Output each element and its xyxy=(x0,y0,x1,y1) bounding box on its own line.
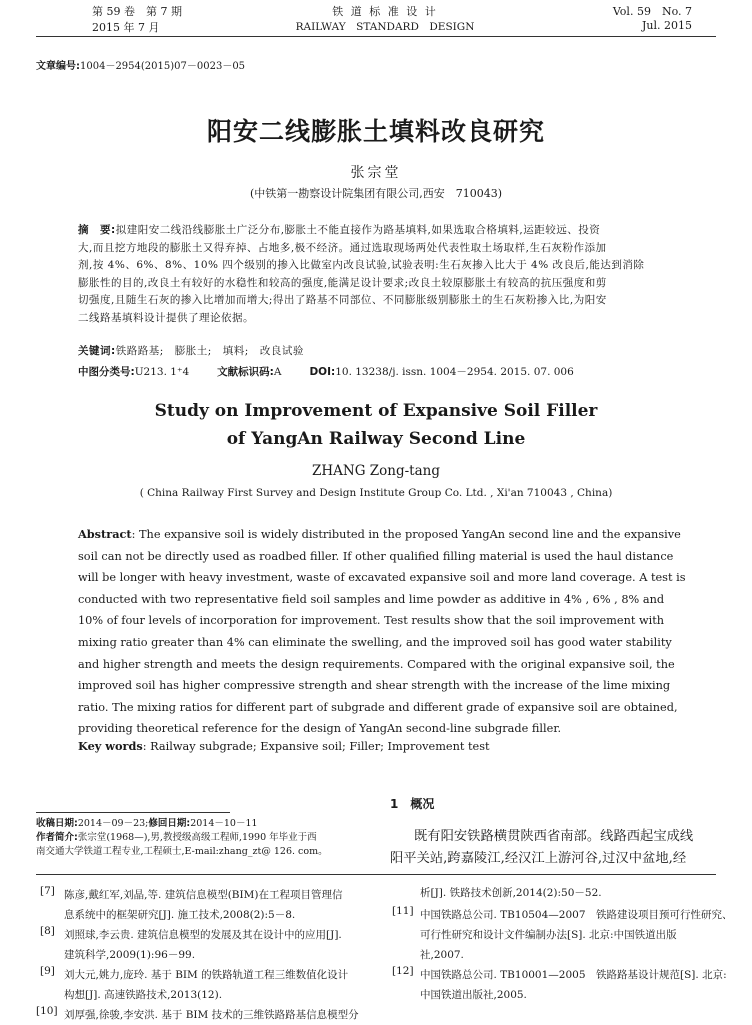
keywords-en-value: : Railway subgrade; Expansive soil; Filler; Improvement test xyxy=(142,740,490,753)
abstract-en-line-9: ratio. The mixing ratios for different part of subgrade and different grade of expansive soil are obtained, xyxy=(78,700,678,714)
abstract-en-line-6: mixing ratio greater than 4% can eliminate the swelling, and the improved soil has good water stability xyxy=(78,635,672,649)
ref-12: 中国铁路总公司. TB10001—2005 铁路路基设计规范[S]. 北京: 中国铁道出版社,2005. xyxy=(420,969,727,1001)
affiliation-cn: (中铁第一勘察设计院集团有限公司,西安 710043) xyxy=(249,187,503,200)
header-volume: 第 59 卷 第 7 期 xyxy=(92,5,182,18)
title-en-line-2: of YangAn Railway Second Line xyxy=(226,429,526,449)
ref-11-number: [11] xyxy=(392,905,414,917)
keywords-en-label: Key words xyxy=(78,739,143,753)
references-rule xyxy=(36,874,716,875)
footnote xyxy=(36,817,328,859)
doi-value: 10. 13238/j. issn. 1004－2954. 2015. 07. 006 xyxy=(335,366,574,378)
footnote-author-bio-cont: 南交通大学铁道工程专业,工程硕士,E-mail:zhang_zt@ 126. com。 xyxy=(36,846,328,857)
abstract-cn-line-4: 膨胀性的目的,改良土有较好的水稳性和较高的强度,能满足设计要求;改良土较原膨胀土有较高的抗压强度和剪 xyxy=(78,276,607,289)
abstract-en-line-2: soil can not be directly used as roadbed filler. If other qualified filling material is used the haul distance xyxy=(78,549,674,563)
abstract-en-line-7: and higher strength and meets the design requirements. Compared with the original expansive soil, the xyxy=(78,657,675,671)
ref-7: 陈彦,戴红军,刘晶,等. 建筑信息模型(BIM)在工程项目管理信 息系统中的框架研究[J]. 施工技术,2008(2):5－8. xyxy=(64,889,343,921)
ref-10: 刘厚强,徐骏,李安洪. 基于 BIM 技术的三维铁路路基信息模型分 xyxy=(64,1009,359,1021)
abstract-en-line-1: Abstract: The expansive soil is widely distributed in the proposed YangAn second line and the expansive xyxy=(78,527,681,541)
article-id xyxy=(36,57,245,72)
keywords-cn xyxy=(78,343,304,358)
doc-code-label: 文献标识码: xyxy=(217,366,274,378)
article-id-label: 文章编号: xyxy=(36,61,80,72)
ref-9: 刘大元,姚力,庞玲. 基于 BIM 的铁路轨道工程三维数值化设计 构想[J]. 高速铁路技术,2013(12). xyxy=(64,969,349,1001)
article-id-value: 1004－2954(2015)07－0023－05 xyxy=(80,61,246,72)
header-date-en: Jul. 2015 xyxy=(642,19,692,32)
ref-8: 刘照球,李云贵. 建筑信息模型的发展及其在设计中的应用[J]. 建筑科学,2009(1):96－99. xyxy=(64,929,342,961)
ref-10-number: [10] xyxy=(36,1005,58,1017)
ref-7-number: [7] xyxy=(40,885,55,897)
author-cn: 张宗堂 xyxy=(350,165,402,181)
doc-code-value: A xyxy=(273,366,282,378)
footnote-dates: 收稿日期:2014－09－23;修回日期:2014－10－11 xyxy=(36,818,258,829)
abstract-cn-line-6: 二线路基填料设计提供了理论依据。 xyxy=(78,311,254,324)
abstract-cn-line-2: 大,而且挖方地段的膨胀土又得弃掉、占地多,极不经济。通过选取现场两处代表性取土场取样,生石灰粉作添加 xyxy=(78,241,607,254)
ref-11: 中国铁路总公司. TB10504—2007 铁路建设项目预可行性研究、 可行性研究和设计文件编制办法[S]. 北京:中国铁道出版 社,2007. xyxy=(420,909,733,961)
footnote-rule xyxy=(36,812,230,813)
ref-9-number: [9] xyxy=(40,965,55,977)
doi-label: DOI: xyxy=(309,366,336,378)
header-rule xyxy=(36,36,716,37)
abstract-en-line-4: conducted with two representative field soil samples and lime powder as additive in 4% , 6% , 8% and xyxy=(78,592,665,606)
keywords-en xyxy=(78,739,490,753)
clc-label: 中图分类号: xyxy=(78,366,135,378)
ref-8-number: [8] xyxy=(40,925,55,937)
keywords-cn-value: 铁路路基; 膨胀土; 填料; 改良试验 xyxy=(115,345,304,357)
abstract-en-line-8: improved soil has higher compressive strength and shear strength with the increase of the lime mixing xyxy=(78,679,671,693)
keywords-cn-label: 关键词: xyxy=(78,345,116,357)
ref-10-cont: 析[J]. 铁路技术创新,2014(2):50－52. xyxy=(420,887,602,899)
author-en: ZHANG Zong-tang xyxy=(311,463,440,479)
classification-line xyxy=(78,364,574,379)
header-date: 2015 年 7 月 xyxy=(92,21,160,34)
header-journal-cn: 铁 道 标 准 设 计 xyxy=(332,5,438,18)
abstract-cn-line-1: 摘 要:拟建阳安二线沿线膨胀土广泛分布,膨胀土不能直接作为路基填料,如果选取合格填料,运距较远、投资 xyxy=(78,224,601,236)
abstract-cn-line-3: 剂,按 4%、6%、8%、10% 四个级别的掺入比做室内改良试验,试验表明:生石灰掺入比大于 4% 改良后,能达到消除 xyxy=(78,259,645,272)
abstract-cn-label: 摘 要: xyxy=(78,224,116,236)
section-1-line-1: 既有阳安铁路横贯陕西省南部。线路西起宝成线 xyxy=(414,829,694,844)
clc-value: U213. 1⁺4 xyxy=(134,366,190,378)
abstract-cn xyxy=(78,222,644,328)
section-1-heading: 1 概况 xyxy=(390,797,435,811)
abstract-en-line-3: will be longer with heavy investment, waste of excavated expansive soil and more land coverage. A test is xyxy=(78,571,686,585)
abstract-cn-line-5: 切强度,且随生石灰的掺入比增加而增大;得出了路基不同部位、不同膨胀级别膨胀土的生石灰粉掺入比,为阳安 xyxy=(78,294,607,307)
header-vol-en: Vol. 59 No. 7 xyxy=(612,5,692,18)
abstract-en-line-5: 10% of four levels of incorporation for improvement. Test results show that the soil improvement with xyxy=(78,614,665,628)
abstract-en-label: Abstract xyxy=(78,527,132,541)
affiliation-en: ( China Railway First Survey and Design Institute Group Co. Ltd. , Xi'an 710043 , China) xyxy=(139,487,613,499)
footnote-author-bio: 作者简介:张宗堂(1968—),男,教授级高级工程师,1990 年毕业于西 xyxy=(36,832,317,843)
section-1-line-2: 阳平关站,跨嘉陵江,经汉江上游河谷,过汉中盆地,经 xyxy=(390,851,687,866)
header-journal-en: RAILWAY STANDARD DESIGN xyxy=(295,21,475,33)
abstract-en xyxy=(78,524,686,740)
title-en-line-1: Study on Improvement of Expansive Soil Filler xyxy=(154,401,598,421)
ref-12-number: [12] xyxy=(392,965,414,977)
abstract-en-line-10: providing theoretical reference for the design of YangAn second-line subgrade filler. xyxy=(78,722,562,736)
title-cn: 阳安二线膨胀土填料改良研究 xyxy=(206,117,545,146)
